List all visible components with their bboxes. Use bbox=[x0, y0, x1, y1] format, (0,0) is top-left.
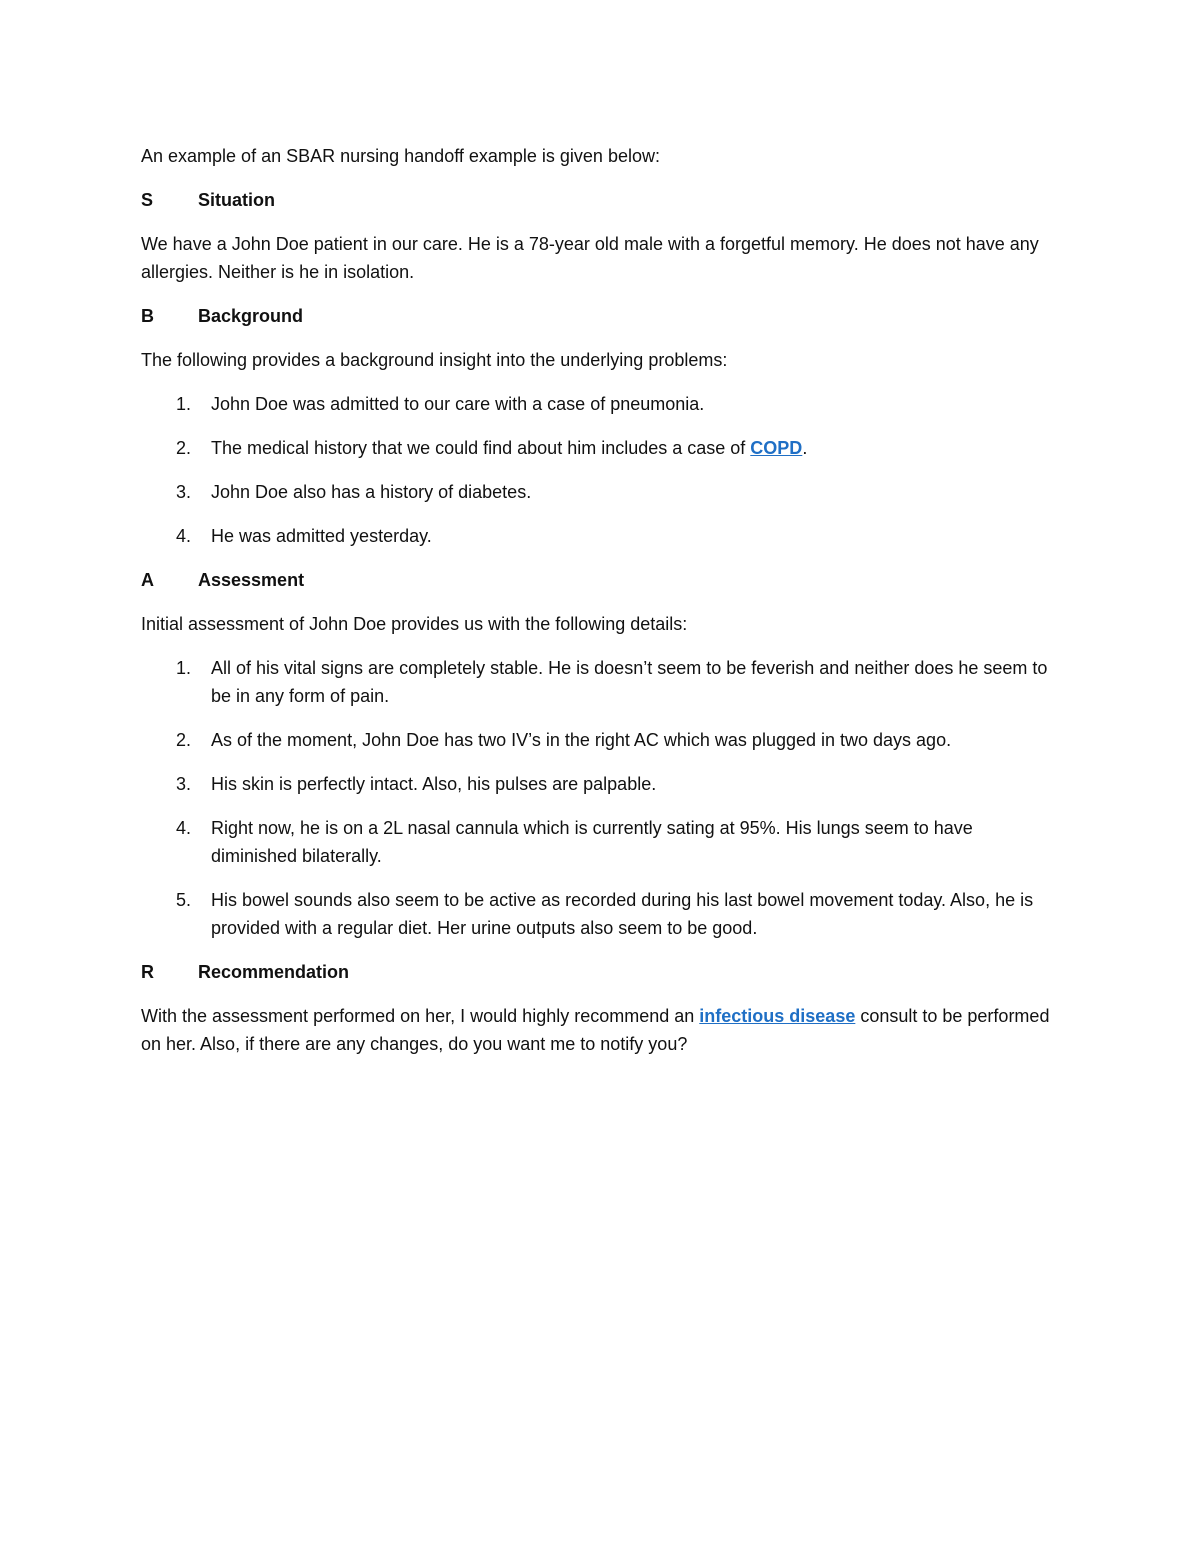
background-letter: B bbox=[141, 306, 154, 326]
situation-body: We have a John Doe patient in our care. He is a 78-year old male with a forgetful memory. He does not have any allergies. Neither is he in isolation. bbox=[141, 234, 1039, 282]
list-item bbox=[141, 726, 1061, 754]
list-item bbox=[141, 390, 1061, 418]
list-item-text: His skin is perfectly intact. Also, his pulses are palpable. bbox=[211, 774, 657, 794]
list-number: 1. bbox=[176, 394, 192, 414]
list-item bbox=[141, 814, 1061, 870]
list-item bbox=[141, 770, 1061, 798]
list-number: 3. bbox=[176, 774, 192, 794]
copd-link[interactable]: COPD bbox=[750, 438, 803, 458]
list-item bbox=[141, 654, 1061, 710]
document-page bbox=[141, 142, 1061, 1074]
list-number: 4. bbox=[176, 818, 192, 838]
list-item bbox=[141, 478, 1061, 506]
background-heading bbox=[141, 302, 1061, 330]
recommendation-text-after: consult to be performed on her. Also, if there are any changes, do you want me to notify you? bbox=[141, 1006, 1050, 1054]
list-item-text: All of his vital signs are completely stable. He is doesn’t seem to be feverish and neither does he seem to be in any form of pain. bbox=[211, 658, 1048, 706]
list-item-text: His bowel sounds also seem to be active as recorded during his last bowel movement today. Also, he is provided with a regular diet. Her urine outputs also seem to be good. bbox=[211, 890, 1034, 938]
list-item bbox=[141, 522, 1061, 550]
assessment-lead: Initial assessment of John Doe provides us with the following details: bbox=[141, 614, 688, 634]
background-list bbox=[141, 390, 1061, 550]
recommendation-text-before: With the assessment performed on her, I would highly recommend an bbox=[141, 1006, 700, 1026]
recommendation-body bbox=[141, 1002, 1061, 1058]
intro-text: An example of an SBAR nursing handoff example is given below: bbox=[141, 146, 660, 166]
list-item-text bbox=[211, 434, 1061, 462]
list-number: 1. bbox=[176, 658, 192, 678]
background-title: Background bbox=[198, 306, 304, 326]
situation-title: Situation bbox=[198, 190, 275, 210]
list-item-text: As of the moment, John Doe has two IV’s in the right AC which was plugged in two days ago. bbox=[211, 730, 952, 750]
situation-heading bbox=[141, 186, 1061, 214]
list-item-text: John Doe also has a history of diabetes. bbox=[211, 482, 532, 502]
background-lead: The following provides a background insight into the underlying problems: bbox=[141, 350, 728, 370]
list-item bbox=[141, 886, 1061, 942]
list-item-text-after: . bbox=[802, 438, 808, 458]
list-number: 3. bbox=[176, 482, 192, 502]
assessment-title: Assessment bbox=[198, 570, 305, 590]
list-number: 2. bbox=[176, 730, 192, 750]
list-item-text: Right now, he is on a 2L nasal cannula which is currently sating at 95%. His lungs seem to have diminished bilaterally. bbox=[211, 818, 973, 866]
recommendation-title: Recommendation bbox=[198, 962, 350, 982]
list-number: 4. bbox=[176, 526, 192, 546]
list-item-text: John Doe was admitted to our care with a case of pneumonia. bbox=[211, 394, 705, 414]
list-number: 2. bbox=[176, 438, 192, 458]
infectious-disease-link[interactable]: infectious disease bbox=[699, 1006, 856, 1026]
situation-letter: S bbox=[141, 190, 154, 210]
assessment-heading bbox=[141, 566, 1061, 594]
list-number: 5. bbox=[176, 890, 192, 910]
recommendation-heading bbox=[141, 958, 1061, 986]
list-item-text-before: The medical history that we could find about him includes a case of bbox=[211, 438, 751, 458]
list-item bbox=[141, 434, 1061, 462]
recommendation-letter: R bbox=[141, 962, 154, 982]
assessment-letter: A bbox=[141, 570, 154, 590]
list-item-text: He was admitted yesterday. bbox=[211, 526, 432, 546]
assessment-list bbox=[141, 654, 1061, 942]
